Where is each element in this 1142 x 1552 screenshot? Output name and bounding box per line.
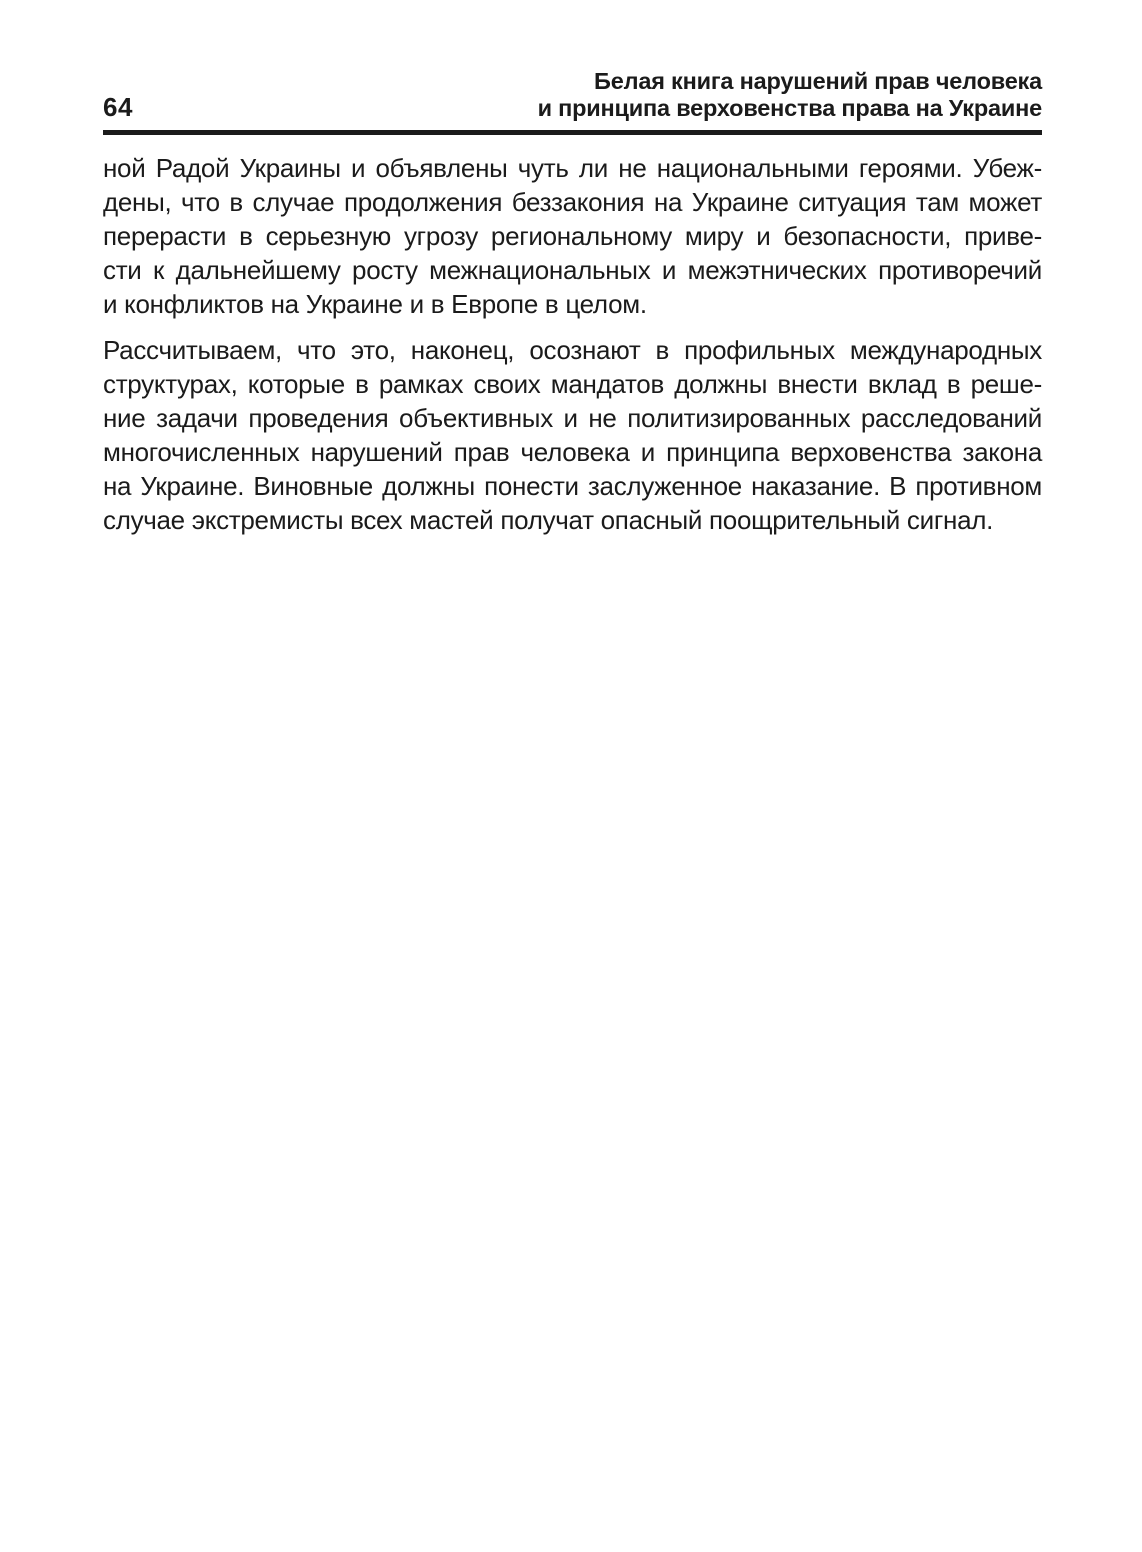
text-line: перерасти в серьезную угрозу региональному миру и безопасности, приве- — [103, 221, 1042, 251]
text-line: Рассчитываем, что это, наконец, осознают в профильных международных — [103, 335, 1042, 365]
text-line: ной Радой Украины и объявлены чуть ли не национальными героями. Убеж- — [103, 153, 1042, 183]
header-divider-rule — [103, 130, 1042, 135]
paragraph-2 — [103, 333, 1042, 537]
running-title-line1: Белая книга нарушений прав человека — [594, 68, 1042, 94]
page-header — [103, 68, 1042, 122]
text-line: дены, что в случае продолжения беззакония на Украине ситуация там может — [103, 187, 1042, 217]
text-line: структурах, которые в рамках своих мандатов должны внести вклад в реше- — [103, 369, 1042, 399]
paragraph-1 — [103, 151, 1042, 321]
running-title-line2: и принципа верховенства права на Украине — [537, 95, 1042, 121]
page-number: 64 — [103, 92, 133, 122]
text-line: и конфликтов на Украине и в Европе в целом. — [103, 289, 647, 319]
page-content — [103, 68, 1042, 537]
text-line: ние задачи проведения объективных и не политизированных расследований — [103, 403, 1042, 433]
body-text — [103, 151, 1042, 537]
text-line: случае экстремисты всех мастей получат опасный поощрительный сигнал. — [103, 505, 994, 535]
running-title — [538, 68, 1042, 122]
text-line: сти к дальнейшему росту межнациональных и межэтнических противоречий — [103, 255, 1042, 285]
text-line: на Украине. Виновные должны понести заслуженное наказание. В противном — [103, 471, 1042, 501]
text-line: многочисленных нарушений прав человека и принципа верховенства закона — [103, 437, 1042, 467]
